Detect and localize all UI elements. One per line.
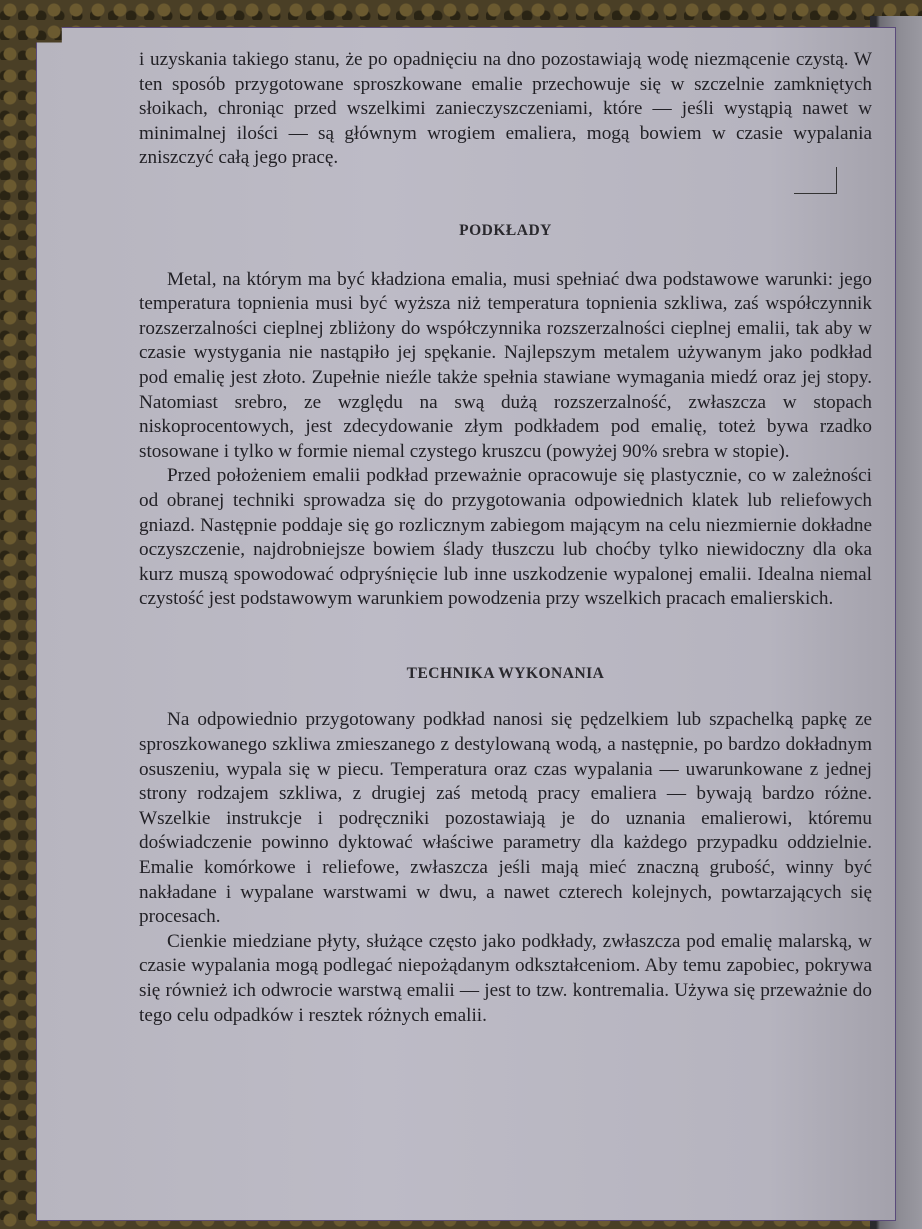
paragraph: Na odpowiednio przygotowany podkład nanosi się pędzelkiem lub szpachelką papkę ze sproszkowanego szkliwa zmieszanego z destylowaną wodą, a następnie, po bardzo dokładnym osuszeniu, wypala się w piecu. Temperatura oraz czas wypalania — uwarunkowane z jednej strony rodzajem szkliwa, z drugiej zaś metodą pracy emaliera — bywają bardzo różne. Wszelkie instrukcje i podręczniki pozostawiają je do uznania emalierowi, któremu doświadczenie powinno dyktować właściwe parametry dla każdego przypadku oddzielnie. Emalie komórkowe i reliefowe, zwłaszcza jeśli mają mieć znaczną grubość, winny być nakładane i wypalane warstwami w dwu, a nawet czterech kolejnych, powtarzających się procesach.: [139, 709, 872, 928]
paragraph: Cienkie miedziane płyty, służące często jako podkłady, zwłaszcza pod emalię malarską, w czasie wypalania mogą podlegać niepożądanym odkształceniom. Aby temu zapobiec, pokrywa się również ich odwrocie warstwą emalii — jest to tzw. kontremalia. Używa się przeważnie do tego celu odpadków i resztek różnych emalii.: [139, 930, 872, 1026]
page-text: [139, 48, 872, 1028]
section-title-technika-wykonania: TECHNIKA WYKONANIA: [406, 664, 605, 682]
intro-paragraph: i uzyskania takiego stanu, że po opadnięciu na dno pozostawiają wodę niezmącenie czystą. W ten sposób przygotowane sproszkowane emalie przechowuje się w szczelnie zamkniętych słoikach, chroniąc przed wszelkimi zanieczyszczeniami, które — jeśli wystąpią nawet w minimalnej ilości — są głównym wrogiem emaliera, mogą bowiem w czasie wypalania zniszczyć całą jego pracę.: [139, 49, 872, 169]
paragraph: Metal, na którym ma być kładziona emalia, musi spełniać dwa podstawowe warunki: jego temperatura topnienia musi być wyższa niż temperatura topnienia szkliwa, zaś współczynnik rozszerzalności cieplnej zbliżony do współczynnika rozszerzalności cieplnej emalii, tak aby w czasie wystygania nie nastąpiło jej spękanie. Najlepszym metalem używanym jako podkład pod emalię jest złoto. Zupełnie nieźle także spełnia stawiane wymagania miedź oraz jej stopy. Natomiast srebro, ze względu na swą dużą rozszerzalność, zwłaszcza w stopach niskoprocentowych, jest zdecydowanie złym podkładem pod emalię, toteż bywa rzadko stosowane i tylko w formie niemal czystego kruszcu (powyżej 90% srebra w stopie).: [139, 268, 872, 462]
paragraph: Przed położeniem emalii podkład przeważnie opracowuje się plastycznie, co w zależności od obranej techniki sprowadza się do przygotowania odpowiednich klatek lub reliefowych gniazd. Następnie poddaje się go rozlicznym zabiegom mającym na celu niezmiernie dokładne oczyszczenie, najdrobniejsze bowiem ślady tłuszczu lub choćby tylko niewidoczny dla oka kurz muszą spowodować odpryśnięcie lub inne uszkodzenie wypalonej emalii. Idealna niemal czystość jest podstawowym warunkiem powodzenia przy wszelkich pracach emalierskich.: [139, 465, 872, 610]
section-title-podklady: PODKŁADY: [459, 221, 552, 239]
